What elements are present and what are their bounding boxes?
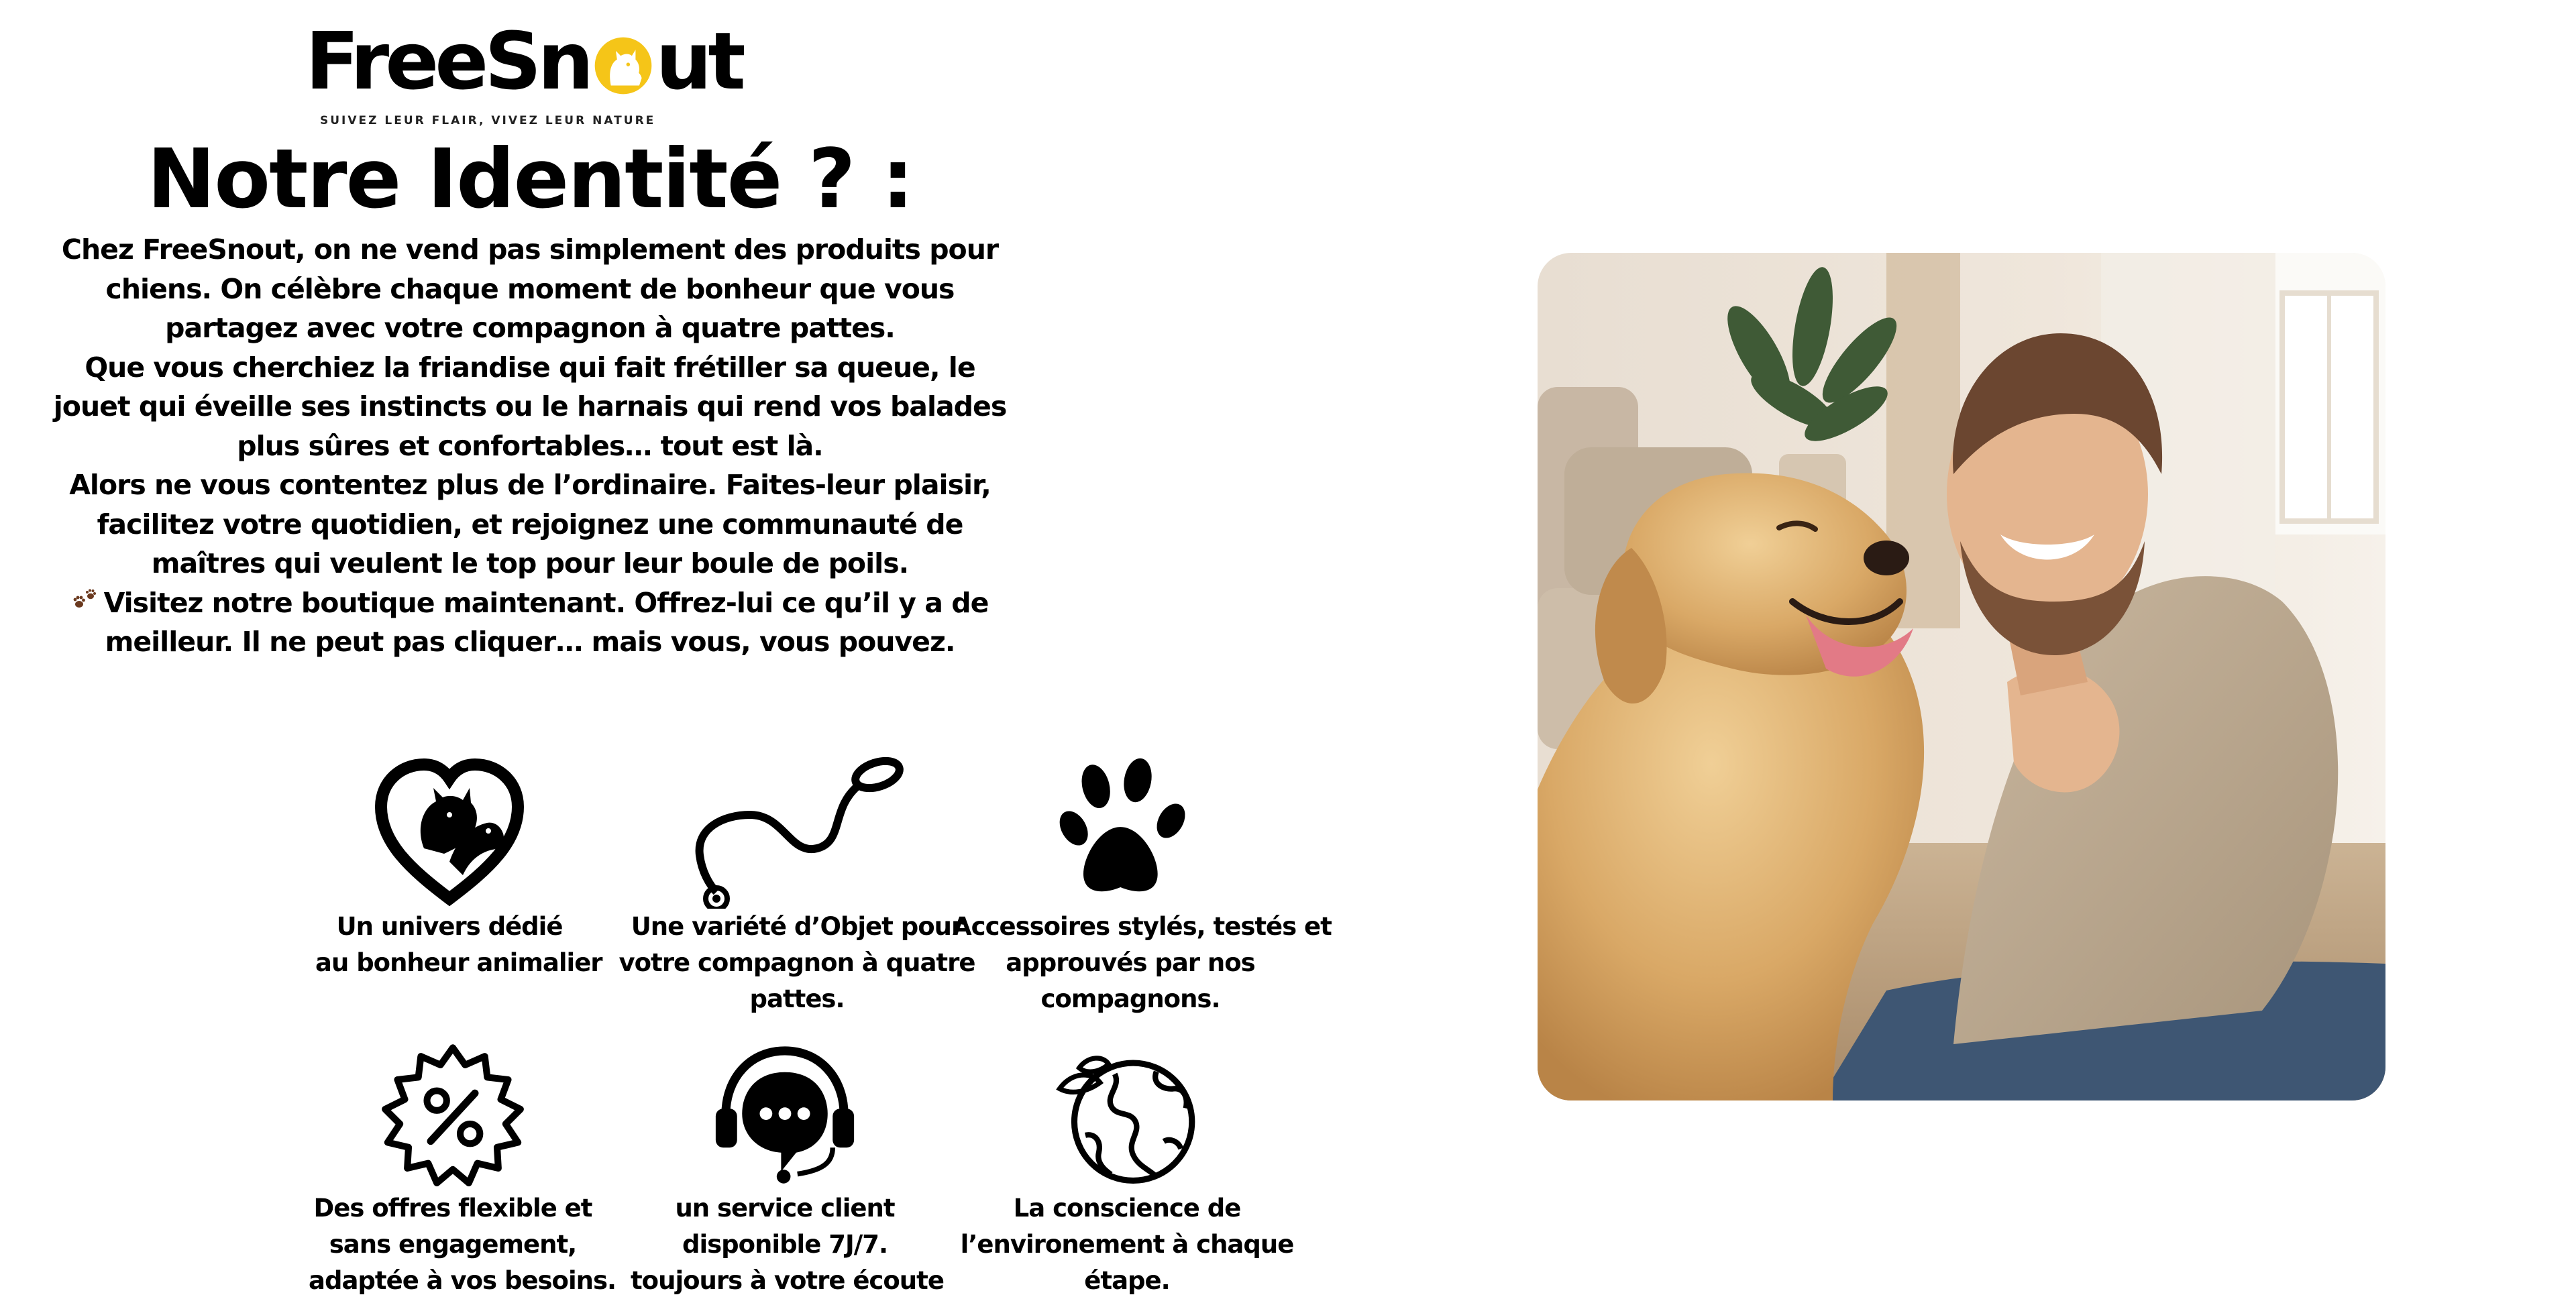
feature-item	[959, 1050, 1295, 1299]
feature-label-line: au bonheur animalier	[315, 948, 602, 977]
feature-label-line: pattes.	[749, 984, 845, 1013]
feature-item	[315, 748, 602, 981]
feature-label-line: votre compagnon à quatre	[619, 948, 975, 977]
intro-paragraph: Alors ne vous contentez plus de l’ordinaire. Faites-leur plaisir, facilitez votre quotidien, et rejoignez une communauté de maîtres qui veulent le top pour leur boule de poils.	[69, 469, 991, 579]
dog-and-cat-in-yellow-circle-icon	[592, 35, 654, 97]
feature-label-line: Une variété d’Objet pour	[631, 912, 963, 941]
leash-icon	[683, 748, 911, 909]
eco-globe-leaf-icon	[1046, 1050, 1208, 1190]
feature-label-line: étape.	[1084, 1266, 1170, 1295]
feature-label-line: adaptée à vos besoins.	[309, 1266, 616, 1295]
page-title: Notre Identité ? :	[147, 131, 913, 227]
intro-paragraph	[47, 583, 1013, 662]
feature-item	[309, 1043, 616, 1299]
feature-label-line: La conscience de	[1013, 1194, 1241, 1223]
brand-name-left: FreeSn	[305, 15, 590, 107]
feature-label-line: compagnons.	[1040, 984, 1220, 1013]
feature-label-line: un service client	[675, 1194, 895, 1223]
feature-label-line: Accessoires stylés, testés et	[953, 912, 1332, 941]
brand-name	[305, 15, 742, 107]
brand-name-right: ut	[655, 15, 742, 107]
feature-label-line: toujours à votre écoute	[631, 1266, 944, 1295]
intro-paragraph: Que vous cherchiez la friandise qui fait frétiller sa queue, le jouet qui éveille ses instincts ou le harnais qui rend vos balades plus sûres et confortables… tout est là.	[53, 351, 1007, 462]
intro-text	[47, 230, 1013, 662]
paw-icon	[1057, 748, 1204, 909]
intro-paragraph-text: Visitez notre boutique maintenant. Offrez-lui ce qu’il y a de meilleur. Il ne peut pas cliquer… mais vous, vous pouvez.	[103, 586, 989, 658]
feature-label-line: disponible 7J/7.	[682, 1230, 888, 1259]
feature-label-line: Des offres flexible et	[313, 1194, 592, 1223]
feature-label	[953, 909, 1332, 1017]
brand-tagline: SUIVEZ LEUR FLAIR, VIVEZ LEUR NATURE	[320, 114, 656, 127]
feature-label	[631, 1190, 944, 1299]
feature-item	[582, 748, 1012, 1017]
feature-label	[309, 1190, 616, 1299]
discount-percent-badge-icon	[379, 1043, 527, 1190]
feature-label-line: approuvés par nos	[1006, 948, 1255, 977]
feature-label-line: l’environement à chaque	[960, 1230, 1294, 1259]
paw-prints-emoji-icon	[72, 588, 99, 615]
feature-label-line: sans engagement,	[329, 1230, 577, 1259]
feature-label	[582, 909, 1012, 1017]
feature-label	[959, 1190, 1295, 1299]
feature-label	[315, 909, 602, 981]
customer-service-headset-icon	[698, 1039, 872, 1190]
feature-item	[953, 748, 1332, 1017]
brand-logo[interactable]	[305, 15, 742, 127]
man-hugging-golden-retriever-photo	[1538, 253, 2385, 1100]
feature-item	[631, 1039, 944, 1299]
feature-label-line: Un univers dédié	[336, 912, 563, 941]
intro-paragraph: Chez FreeSnout, on ne vend pas simplement des produits pour chiens. On célèbre chaque moment de bonheur que vous partagez avec votre compagnon à quatre pattes.	[61, 233, 999, 344]
heart-dog-cat-icon	[366, 748, 533, 909]
